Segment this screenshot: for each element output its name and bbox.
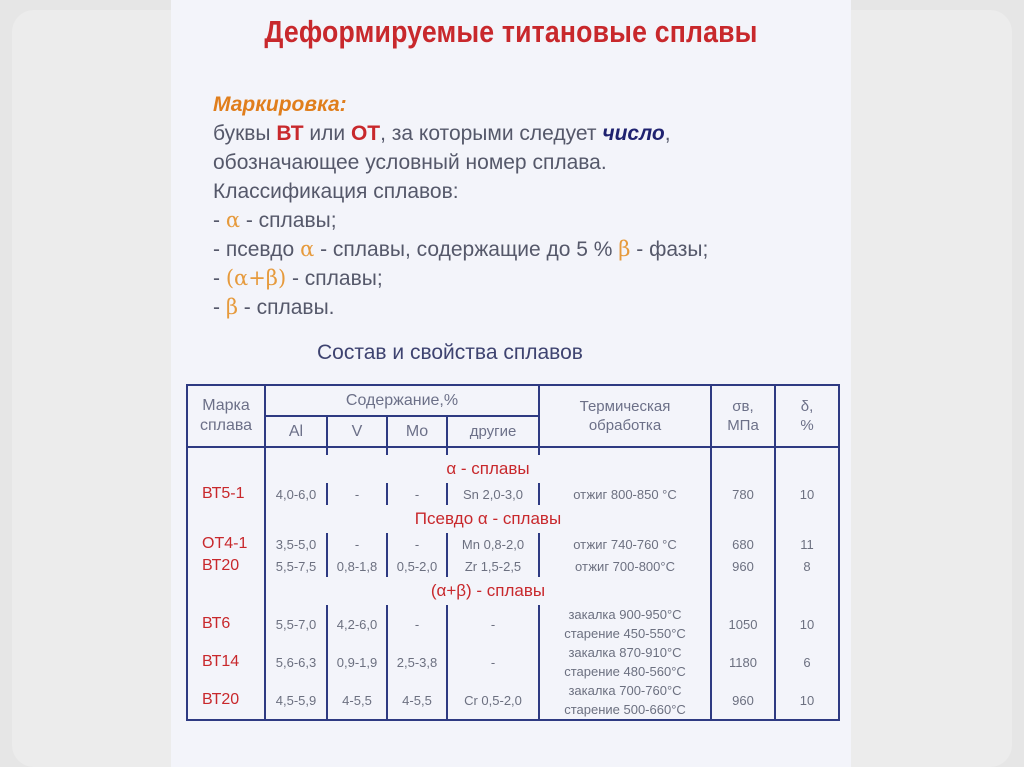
- heat-line: старение 450-550°С: [564, 626, 686, 641]
- cell-other: -: [447, 605, 539, 643]
- cell-v: -: [327, 533, 387, 555]
- cell-heat: [539, 555, 711, 577]
- cell-other: Sn 2,0-3,0: [447, 483, 539, 505]
- cell-mo: 0,5-2,0: [387, 555, 447, 577]
- table-row: [187, 483, 839, 505]
- marking-line-3: Классификация сплавов:: [213, 180, 459, 203]
- group-spacer: [711, 505, 775, 533]
- table-row: [187, 643, 839, 681]
- group-spacer: [187, 505, 265, 533]
- table-row: [187, 605, 839, 643]
- cell-sigma: 1180: [711, 643, 775, 681]
- cell-sigma: 780: [711, 483, 775, 505]
- group-spacer: [187, 577, 265, 605]
- cell-v: -: [327, 483, 387, 505]
- cell-al: 5,5-7,0: [265, 605, 327, 643]
- marking-header: Маркировка:: [213, 93, 347, 116]
- classification-item: - (α+β) - сплавы;: [213, 266, 383, 290]
- cell-sigma: 960: [711, 681, 775, 720]
- header-sigma: σв, МПа: [711, 385, 775, 447]
- classification-item: - β - сплавы.: [213, 295, 335, 319]
- slide-title: Деформируемые титановые сплавы: [264, 14, 758, 49]
- cell-sigma: 960: [711, 555, 775, 577]
- group-spacer: [775, 505, 839, 533]
- cell-delta: 6: [775, 643, 839, 681]
- marking-line-2: обозначающее условный номер сплава.: [213, 151, 607, 174]
- heat-line: закалка 700-760°С: [568, 683, 682, 698]
- cell-other: Zr 1,5-2,5: [447, 555, 539, 577]
- cell-al: 4,0-6,0: [265, 483, 327, 505]
- heat-line: закалка 870-910°С: [568, 645, 682, 660]
- cell-sigma: 680: [711, 533, 775, 555]
- group-spacer: [775, 577, 839, 605]
- group-spacer: [187, 455, 265, 483]
- cell-v: 4-5,5: [327, 681, 387, 720]
- cell-sigma: 1050: [711, 605, 775, 643]
- cell-heat: [539, 643, 711, 681]
- cell-heat: [539, 681, 711, 720]
- cell-other: Cr 0,5-2,0: [447, 681, 539, 720]
- cell-mo: 2,5-3,8: [387, 643, 447, 681]
- cell-mark: ВТ6: [187, 605, 265, 643]
- group-spacer: [711, 455, 775, 483]
- cell-delta: 10: [775, 605, 839, 643]
- classification-item: - псевдо α - сплавы, содержащие до 5 % β - фазы;: [213, 237, 709, 261]
- heat-line: старение 480-560°С: [564, 664, 686, 679]
- table-row: [187, 681, 839, 720]
- cell-other: -: [447, 643, 539, 681]
- heat-line: отжиг 740-760 °С: [573, 536, 677, 552]
- group-spacer: [775, 455, 839, 483]
- heat-line: отжиг 700-800°С: [575, 558, 675, 574]
- cell-v: 0,9-1,9: [327, 643, 387, 681]
- cell-heat: [539, 483, 711, 505]
- cell-delta: 8: [775, 555, 839, 577]
- cell-delta: 10: [775, 483, 839, 505]
- cell-v: 4,2-6,0: [327, 605, 387, 643]
- cell-mark: ВТ20: [187, 555, 265, 577]
- cell-delta: 10: [775, 681, 839, 720]
- cell-delta: 11: [775, 533, 839, 555]
- cell-mo: -: [387, 483, 447, 505]
- cell-al: 5,6-6,3: [265, 643, 327, 681]
- header-v: V: [327, 416, 387, 447]
- header-mo: Mo: [387, 416, 447, 447]
- header-content: Содержание,%: [265, 385, 539, 416]
- cell-mark: ВТ5-1: [187, 483, 265, 505]
- header-other: другие: [447, 416, 539, 447]
- group-label: (α+β) - сплавы: [265, 577, 711, 605]
- header-mark: Марка сплава: [187, 385, 265, 447]
- group-label: Псевдо α - сплавы: [265, 505, 711, 533]
- heat-line: отжиг 800-850 °С: [573, 486, 677, 502]
- alloys-table: [186, 384, 840, 721]
- header-delta: δ, %: [775, 385, 839, 447]
- header-heat: Термическая обработка: [539, 385, 711, 447]
- cell-mo: -: [387, 533, 447, 555]
- header-al: Al: [265, 416, 327, 447]
- cell-al: 5,5-7,5: [265, 555, 327, 577]
- cell-heat: [539, 533, 711, 555]
- heat-line: закалка 900-950°С: [568, 607, 682, 622]
- marking-text: [213, 90, 833, 322]
- cell-v: 0,8-1,8: [327, 555, 387, 577]
- group-label: α - сплавы: [265, 455, 711, 483]
- classification-item: - α - сплавы;: [213, 208, 337, 232]
- cell-other: Mn 0,8-2,0: [447, 533, 539, 555]
- slide: [171, 0, 851, 767]
- group-spacer: [711, 577, 775, 605]
- cell-heat: [539, 605, 711, 643]
- marking-line-1: буквы ВТ или ОТ, за которыми следует число,: [213, 122, 671, 145]
- table-row: [187, 555, 839, 577]
- cell-al: 4,5-5,9: [265, 681, 327, 720]
- cell-mark: ОТ4-1: [187, 533, 265, 555]
- cell-mo: 4-5,5: [387, 681, 447, 720]
- cell-mark: ВТ20: [187, 681, 265, 720]
- cell-mo: -: [387, 605, 447, 643]
- classification-list: [213, 206, 833, 322]
- heat-line: старение 500-660°С: [564, 702, 686, 717]
- table-title: Состав и свойства сплавов: [317, 341, 583, 364]
- table-row: [187, 533, 839, 555]
- cell-mark: ВТ14: [187, 643, 265, 681]
- cell-al: 3,5-5,0: [265, 533, 327, 555]
